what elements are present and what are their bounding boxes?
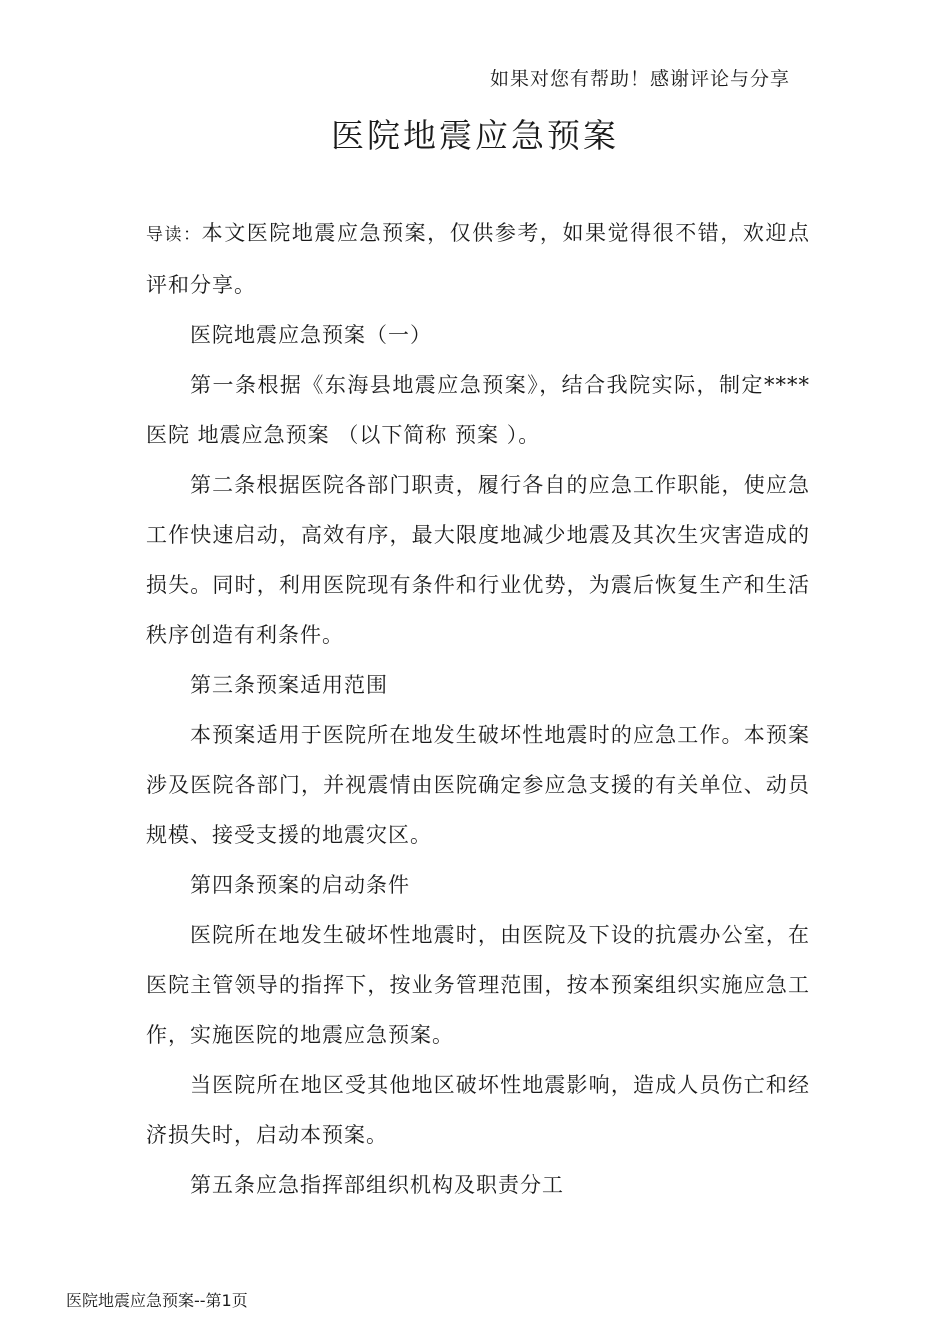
article-2: 第二条根据医院各部门职责，履行各自的应急工作职能，使应急工作快速启动，高效有序，最大限度地减少地震及其次生灾害造成的损失。同时，利用医院现有条件和行业优势，为震后恢复生产和生活秩序创造有利条件。 xyxy=(146,473,810,647)
page-footer: 医院地震应急预案--第1页 xyxy=(66,1291,248,1310)
document-title: 医院地震应急预案 xyxy=(331,116,619,155)
lead-paragraph xyxy=(146,208,810,310)
header-note: 如果对您有帮助！感谢评论与分享 xyxy=(489,68,790,90)
document-body xyxy=(146,208,810,1210)
article-5-heading: 第五条应急指挥部组织机构及职责分工 xyxy=(190,1173,564,1197)
article-4-heading: 第四条预案的启动条件 xyxy=(190,873,410,897)
article-4-body-1: 医院所在地发生破坏性地震时，由医院及下设的抗震办公室，在医院主管领导的指挥下，按业务管理范围，按本预案组织实施应急工作，实施医院的地震应急预案。 xyxy=(146,923,810,1047)
section-heading: 医院地震应急预案（一） xyxy=(190,323,432,347)
article-4-body-2: 当医院所在地区受其他地区破坏性地震影响，造成人员伤亡和经济损失时，启动本预案。 xyxy=(146,1073,810,1147)
article-1: 第一条根据《东海县地震应急预案》，结合我院实际，制定****医院 地震应急预案 （以下简称 预案 ）。 xyxy=(146,373,810,447)
lead-label: 导读： xyxy=(146,225,202,245)
lead-text: 本文医院地震应急预案，仅供参考，如果觉得很不错，欢迎点评和分享。 xyxy=(146,221,810,297)
article-3-body: 本预案适用于医院所在地发生破坏性地震时的应急工作。本预案涉及医院各部门，并视震情由医院确定参应急支援的有关单位、动员规模、接受支援的地震灾区。 xyxy=(146,723,810,847)
article-3-heading: 第三条预案适用范围 xyxy=(190,673,388,697)
